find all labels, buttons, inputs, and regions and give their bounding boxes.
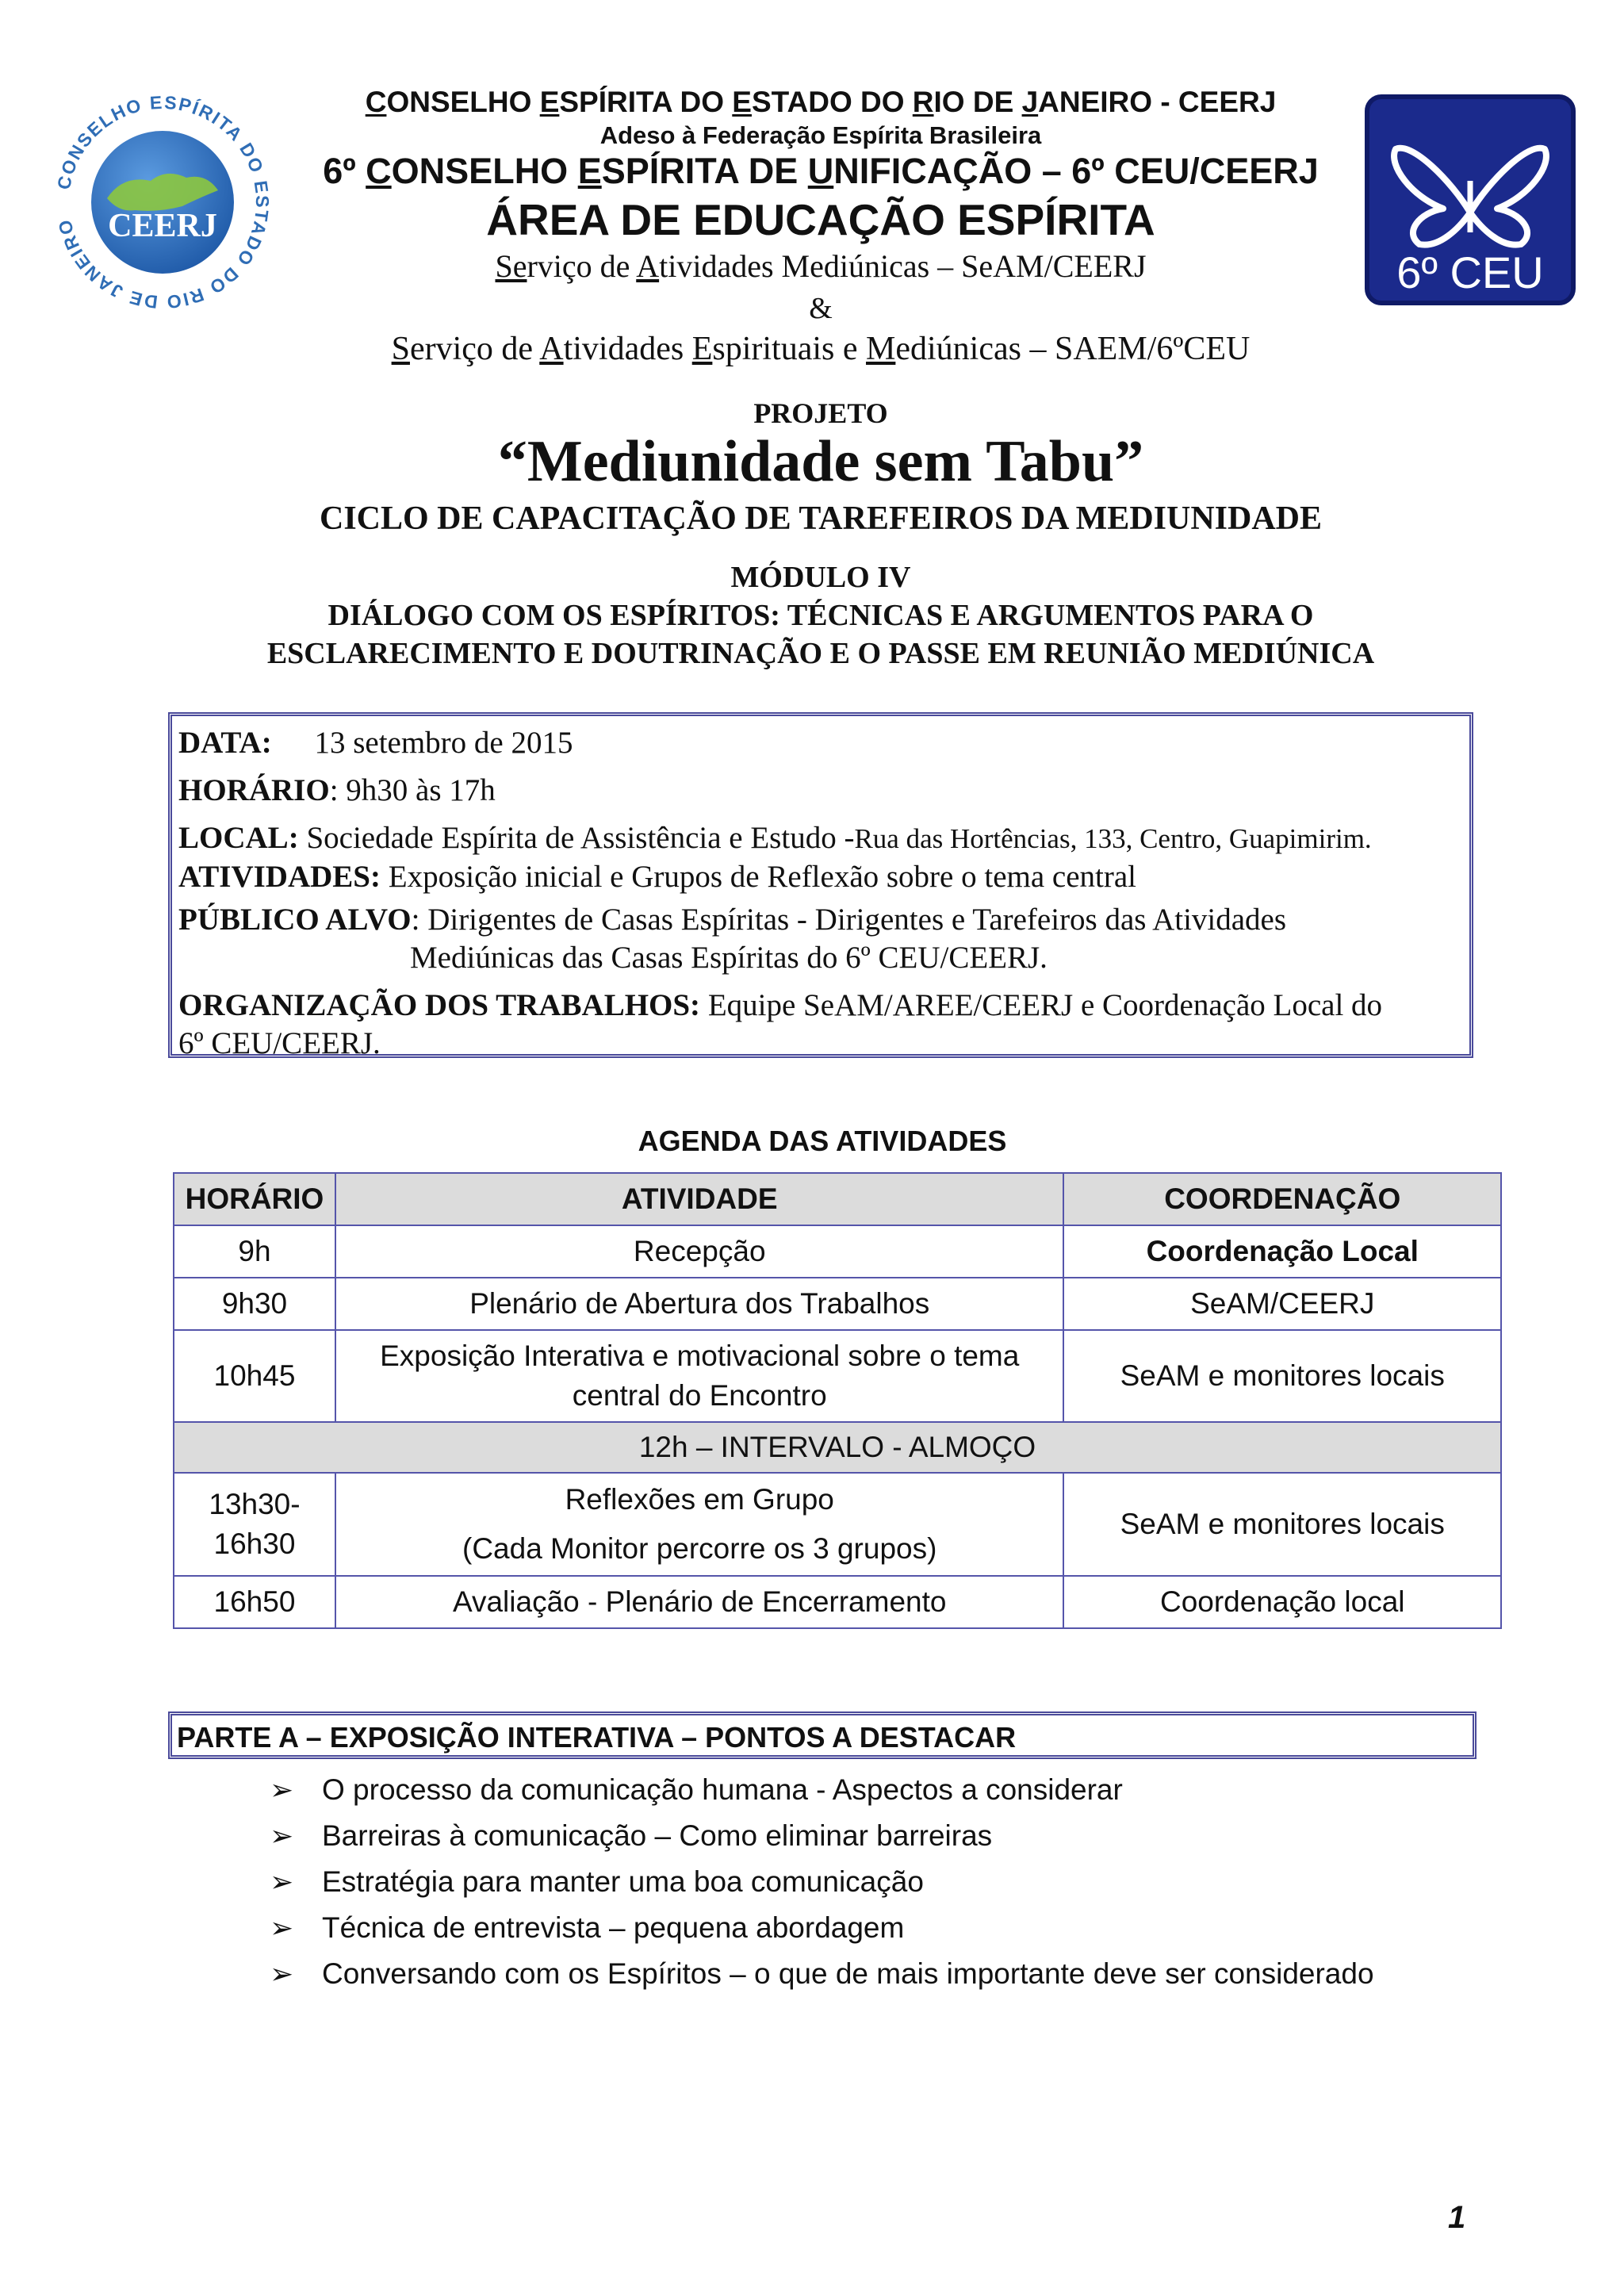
page-number: 1 <box>1448 2200 1466 2235</box>
horario-value: : 9h30 às 17h <box>329 773 496 807</box>
cell-activity-line-1: Reflexões em Grupo <box>565 1483 834 1516</box>
organizacao-value: Equipe SeAM/AREE/CEERJ e Coordenação Local do <box>700 988 1383 1022</box>
publico-row <box>178 901 1463 939</box>
agenda-header-row <box>174 1173 1501 1225</box>
cell-coord: SeAM e monitores locais <box>1063 1473 1501 1576</box>
cell-time: 9h30 <box>174 1278 335 1330</box>
dialogo-line-2: ESCLARECIMENTO E DOUTRINAÇÃO E O PASSE EM REUNIÃO MEDIÚNICA <box>266 637 1375 670</box>
arrow-bullet-icon: ➢ <box>270 1773 294 1806</box>
ceu-line: 6º CONSELHO ESPÍRITA DE UNIFICAÇÃO – 6º CEU/CEERJ <box>323 151 1319 191</box>
project-title: “Mediunidade sem Tabu” <box>497 429 1144 494</box>
list-item <box>270 1905 1374 1951</box>
ciclo-title: CICLO DE CAPACITAÇÃO DE TAREFEIROS DA MEDIUNIDADE <box>319 500 1323 537</box>
list-item <box>270 1951 1374 1997</box>
publico-row-2 <box>178 939 1463 977</box>
ampersand: & <box>809 292 833 325</box>
local-address: Rua das Hortências, 133, Centro, Guapimirim. <box>854 823 1372 854</box>
servico-seam: Serviço de Atividades Mediúnicas – SeAM/CEERJ <box>495 248 1147 284</box>
local-value: Sociedade Espírita de Assistência e Estudo - <box>298 821 855 855</box>
publico-value-2: Mediúnicas das Casas Espíritas do 6º CEU/CEERJ. <box>410 941 1048 975</box>
cell-time: 9h <box>174 1225 335 1278</box>
cell-time: 16h50 <box>174 1576 335 1628</box>
cell-activity-line-2: (Cada Monitor percorre os 3 grupos) <box>462 1532 937 1565</box>
organizacao-value-2: 6º CEU/CEERJ. <box>178 1026 381 1060</box>
list-item <box>270 1767 1374 1813</box>
cell-activity <box>335 1473 1064 1576</box>
header-coordenacao: COORDENAÇÃO <box>1063 1173 1501 1225</box>
list-item-text: O processo da comunicação humana - Aspectos a considerar <box>322 1773 1123 1806</box>
local-label: LOCAL: <box>178 821 299 855</box>
arrow-bullet-icon: ➢ <box>270 1957 294 1990</box>
atividades-value: Exposição inicial e Grupos de Reflexão sobre o tema central <box>381 860 1136 894</box>
projeto-label: PROJETO <box>753 397 888 429</box>
table-row <box>174 1225 1501 1278</box>
arrow-bullet-icon: ➢ <box>270 1819 294 1852</box>
area-title: ÁREA DE EDUCAÇÃO ESPÍRITA <box>486 195 1155 244</box>
modulo-title: MÓDULO IV <box>730 561 911 594</box>
cell-intervalo: 12h – INTERVALO - ALMOÇO <box>174 1422 1501 1473</box>
event-info-box <box>168 712 1473 1058</box>
list-item-text: Barreiras à comunicação – Como eliminar barreiras <box>322 1819 993 1852</box>
table-row <box>174 1330 1501 1422</box>
arrow-bullet-icon: ➢ <box>270 1911 294 1944</box>
cell-time-line-1: 13h30- <box>209 1488 301 1520</box>
publico-value: : Dirigentes de Casas Espíritas - Dirigentes e Tarefeiros das Atividades <box>411 903 1287 937</box>
list-item-text: Técnica de entrevista – pequena abordagem <box>322 1911 905 1944</box>
header-horario: HORÁRIO <box>174 1173 335 1225</box>
data-value: 13 setembro de 2015 <box>314 726 573 760</box>
dialogo-line-1: DIÁLOGO COM OS ESPÍRITOS: TÉCNICAS E ARGUMENTOS PARA O <box>327 599 1314 632</box>
list-item <box>270 1813 1374 1859</box>
ceu-logo <box>1364 94 1576 306</box>
adeso-line: Adeso à Federação Espírita Brasileira <box>599 121 1042 149</box>
header-atividade: ATIVIDADE <box>335 1173 1064 1225</box>
agenda-table <box>173 1172 1502 1629</box>
cell-time-line-2: 16h30 <box>213 1527 296 1560</box>
cell-activity-line-2: central do Encontro <box>572 1379 827 1412</box>
cell-activity-line-1: Exposição Interativa e motivacional sobre o tema <box>380 1340 1020 1372</box>
atividades-row <box>178 858 1463 896</box>
table-row <box>174 1278 1501 1330</box>
ceu-logo-text: 6º CEU <box>1396 247 1544 297</box>
dialogo-title <box>159 596 1483 673</box>
ceerj-logo <box>48 79 278 325</box>
ceerj-logo-text: CEERJ <box>108 208 217 244</box>
parte-a-title: PARTE A – EXPOSIÇÃO INTERATIVA – PONTOS A DESTACAR <box>168 1711 1477 1759</box>
cell-coord: SeAM/CEERJ <box>1063 1278 1501 1330</box>
servico-saem: Serviço de Atividades Espirituais e Mediúnicas – SAEM/6ºCEU <box>391 331 1251 367</box>
cell-coord: Coordenação Local <box>1063 1225 1501 1278</box>
cell-time: 10h45 <box>174 1330 335 1422</box>
cell-activity: Plenário de Abertura dos Trabalhos <box>335 1278 1064 1330</box>
list-item <box>270 1859 1374 1905</box>
parte-a-list <box>270 1767 1374 1997</box>
table-row <box>174 1473 1501 1576</box>
local-row <box>178 819 1463 858</box>
cell-coord: SeAM e monitores locais <box>1063 1330 1501 1422</box>
ceerj-ring-text: CONSELHO ESPÍRITA DO ESTADO DO RIO DE JANEIRO <box>53 91 274 313</box>
data-row <box>178 724 1463 762</box>
organizacao-label: ORGANIZAÇÃO DOS TRABALHOS: <box>178 988 701 1022</box>
cell-time <box>174 1473 335 1576</box>
horario-row <box>178 772 1463 810</box>
organizacao-row-2 <box>178 1025 1463 1063</box>
cell-activity <box>335 1330 1064 1422</box>
agenda-title: AGENDA DAS ATIVIDADES <box>638 1125 1007 1157</box>
publico-label: PÚBLICO ALVO <box>178 903 412 937</box>
organizacao-row <box>178 987 1463 1025</box>
list-item-text: Conversando com os Espíritos – o que de mais importante deve ser considerado <box>322 1957 1374 1990</box>
list-item-text: Estratégia para manter uma boa comunicação <box>322 1865 924 1898</box>
arrow-bullet-icon: ➢ <box>270 1865 294 1898</box>
org-line: CONSELHO ESPÍRITA DO ESTADO DO RIO DE JANEIRO - CEERJ <box>365 86 1277 118</box>
atividades-label: ATIVIDADES: <box>178 860 381 894</box>
cell-coord: Coordenação local <box>1063 1576 1501 1628</box>
horario-label: HORÁRIO <box>178 773 330 807</box>
cell-activity: Avaliação - Plenário de Encerramento <box>335 1576 1064 1628</box>
cell-activity: Recepção <box>335 1225 1064 1278</box>
table-row <box>174 1576 1501 1628</box>
table-row-intervalo <box>174 1422 1501 1473</box>
data-label: DATA: <box>178 726 272 760</box>
